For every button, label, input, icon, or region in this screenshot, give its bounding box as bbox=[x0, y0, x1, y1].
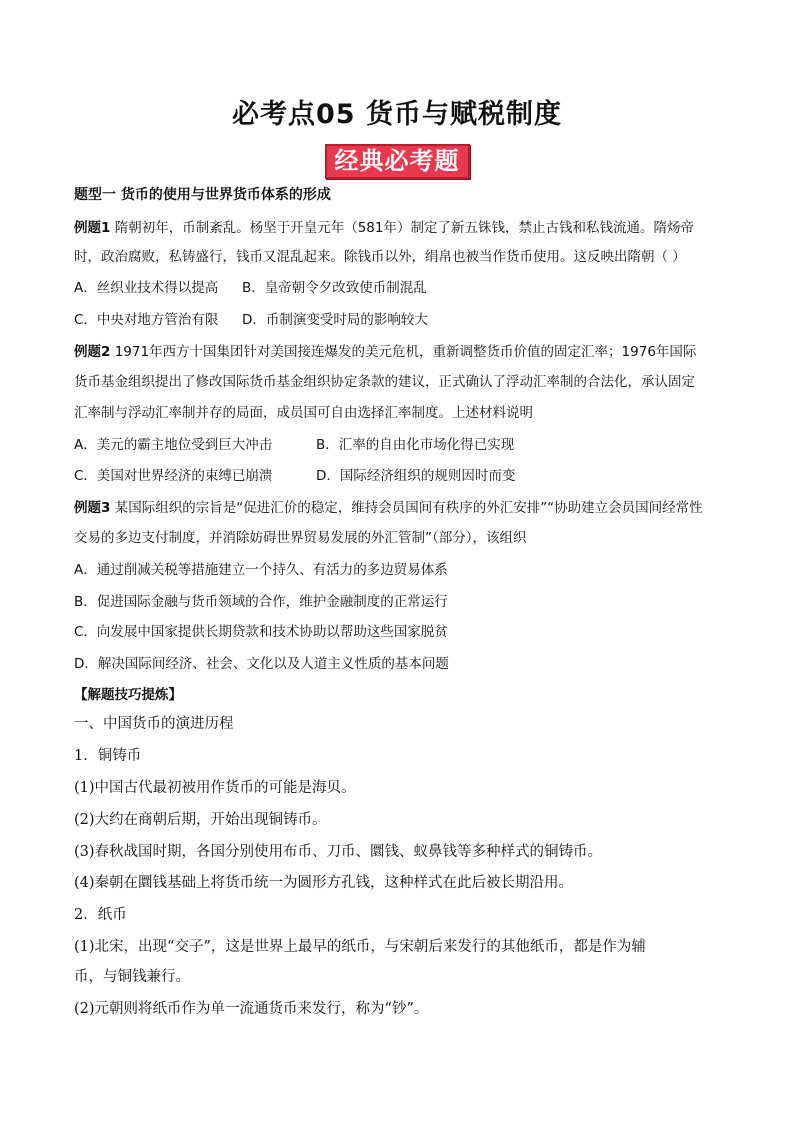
sub1-heading: 1．铜铸币 bbox=[74, 748, 142, 764]
example1-options-row1 bbox=[74, 278, 734, 298]
example3-option-a: A．通过削减关税等措施建立一个持久、有活力的多边贸易体系 bbox=[74, 562, 448, 578]
example3-line1: 例题3 某国际组织的宗旨是“促进汇价的稳定，维持会员国间有秩序的外汇安排”“协助建立会员国间经常性 bbox=[74, 500, 703, 516]
example2-options-row2 bbox=[74, 466, 734, 486]
example2-line2: 货币基金组织提出了修改国际货币基金组织协定条款的建议，正式确认了浮动汇率制的合法化，承认固定 bbox=[74, 374, 695, 390]
example2-options-row1 bbox=[74, 435, 734, 455]
example2-line3: 汇率制与浮动汇率制并存的局面，成员国可自由选择汇率制度。上述材料说明 bbox=[74, 405, 533, 421]
example1-line1: 例题1 隋朝初年，币制紊乱。杨坚于开皇元年（581年）制定了新五铢钱，禁止古钱和私钱流通。隋炀帝 bbox=[74, 220, 694, 236]
example1-label: 例题1 bbox=[74, 220, 111, 236]
sub2-item: (1)北宋，出现“交子”，这是世界上最早的纸币，与宋朝后来发行的其他纸币，都是作为辅 bbox=[74, 939, 646, 955]
example3-line2: 交易的多边支付制度，并消除妨碍世界贸易发展的外汇管制”（部分），该组织 bbox=[74, 530, 527, 546]
example2-option-d: D．国际经济组织的规则因时而变 bbox=[316, 468, 516, 484]
sub1-item: (1)中国古代最初被用作货币的可能是海贝。 bbox=[74, 780, 356, 796]
tips-heading: 【解题技巧提炼】 bbox=[74, 687, 182, 703]
sub2-item: (2)元朝则将纸币作为单一流通货币来发行，称为“钞”。 bbox=[74, 1001, 429, 1017]
example1-option-d: D．币制演变受时局的影响较大 bbox=[242, 312, 428, 328]
sub1-item: (2)大约在商朝后期，开始出现铜铸币。 bbox=[74, 812, 327, 828]
sub2-item: 币，与铜钱兼行。 bbox=[74, 969, 190, 985]
example2-option-a: A．美元的霸主地位受到巨大冲击 bbox=[74, 437, 273, 453]
example1-options-row2 bbox=[74, 310, 734, 330]
example3-label: 例题3 bbox=[74, 500, 111, 516]
sub2-heading: 2．纸币 bbox=[74, 907, 127, 923]
example1-option-a: A．丝织业技术得以提高 bbox=[74, 280, 219, 296]
sub1-item: (3)春秋战国时期，各国分别使用布币、刀币、圜钱、蚁鼻钱等多种样式的铜铸币。 bbox=[74, 844, 603, 860]
page-title: 必考点05 货币与赋税制度 bbox=[232, 99, 562, 130]
example3-option-c: C．向发展中国家提供长期贷款和技术协助以帮助这些国家脱贫 bbox=[74, 624, 448, 640]
example1-option-b: B．皇帝朝令夕改致使币制混乱 bbox=[242, 280, 427, 296]
badge-wrap bbox=[74, 144, 720, 179]
sub1-item: (4)秦朝在圜钱基础上将货币统一为圆形方孔钱，这种样式在此后被长期沿用。 bbox=[74, 875, 574, 891]
part1-heading: 一、中国货币的演进历程 bbox=[74, 716, 234, 732]
example2-option-b: B．汇率的自由化市场化得已实现 bbox=[316, 437, 515, 453]
example2-option-c: C．美国对世界经济的束缚已崩溃 bbox=[74, 468, 273, 484]
example2-label: 例题2 bbox=[74, 344, 111, 360]
example1-line2: 时，政治腐败，私铸盛行，钱币又混乱起来。除钱币以外，绢帛也被当作货币使用。这反映出隋朝（ ） bbox=[74, 249, 686, 265]
classic-question-badge: 经典必考题 bbox=[325, 144, 470, 179]
section1-heading: 题型一 货币的使用与世界货币体系的形成 bbox=[74, 187, 331, 203]
example3-option-b: B．促进国际金融与货币领域的合作，维护金融制度的正常运行 bbox=[74, 594, 448, 610]
example2-line1: 例题2 1971年西方十国集团针对美国接连爆发的美元危机，重新调整货币价值的固定汇率；1976年国际 bbox=[74, 344, 697, 360]
example3-option-d: D．解决国际间经济、社会、文化以及人道主义性质的基本问题 bbox=[74, 656, 449, 672]
example1-option-c: C．中央对地方管治有限 bbox=[74, 312, 219, 328]
